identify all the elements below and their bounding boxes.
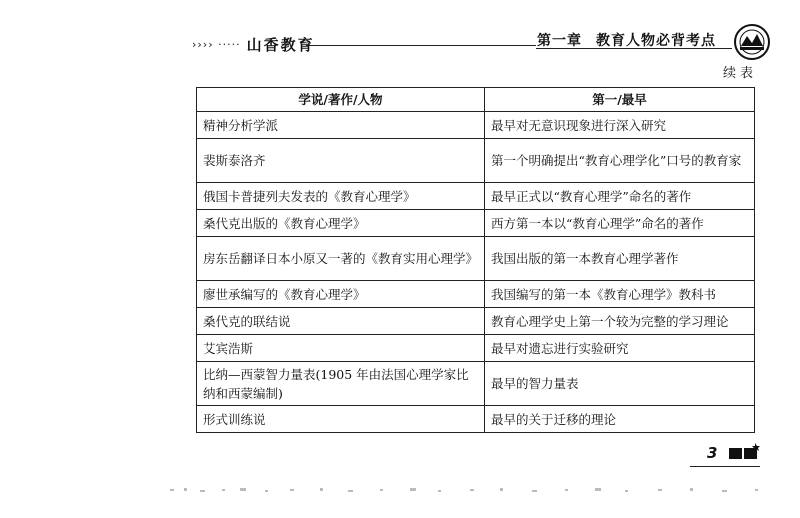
table-cell-work: 比纳—西蒙智力量表(1905 年由法国心理学家比纳和西蒙编制) xyxy=(197,362,485,406)
table-cell-work: 廖世承编写的《教育心理学》 xyxy=(197,281,485,308)
table-cell-work: 桑代克的联结说 xyxy=(197,308,485,335)
table-cell-first: 最早的关于迁移的理论 xyxy=(485,406,755,433)
table-row xyxy=(197,237,755,281)
table-cell-work: 俄国卡普捷列夫发表的《教育心理学》 xyxy=(197,183,485,210)
book-icon xyxy=(727,442,761,462)
table-header-row xyxy=(197,88,755,112)
table-cell-first: 我国出版的第一本教育心理学著作 xyxy=(485,237,755,281)
table-cell-first: 最早正式以“教育心理学”命名的著作 xyxy=(485,183,755,210)
table-cell-first: 最早对遗忘进行实验研究 xyxy=(485,335,755,362)
table-cell-first: 西方第一本以“教育心理学”命名的著作 xyxy=(485,210,755,237)
table-cell-first: 最早的智力量表 xyxy=(485,362,755,406)
scan-artifact xyxy=(170,486,770,494)
table-row xyxy=(197,362,755,406)
table-row xyxy=(197,183,755,210)
column-header-work: 学说/著作/人物 xyxy=(197,88,485,112)
table-row xyxy=(197,335,755,362)
table-row xyxy=(197,210,755,237)
footer-rule xyxy=(690,466,760,467)
brand-dots: ›››› ····· xyxy=(192,37,241,51)
publisher-logo-icon xyxy=(730,22,774,62)
table-row xyxy=(197,112,755,139)
table-cell-first: 教育心理学史上第一个较为完整的学习理论 xyxy=(485,308,755,335)
header-rule-left xyxy=(306,45,536,46)
header-rule-right xyxy=(536,48,732,49)
chapter-number: 第一章 xyxy=(537,33,582,49)
table-cell-first: 最早对无意识现象进行深入研究 xyxy=(485,112,755,139)
table-row xyxy=(197,308,755,335)
table-row xyxy=(197,406,755,433)
chapter-heading xyxy=(537,30,716,50)
page-header xyxy=(0,0,800,60)
brand xyxy=(192,34,315,54)
table-cell-work: 精神分析学派 xyxy=(197,112,485,139)
table-cell-work: 桑代克出版的《教育心理学》 xyxy=(197,210,485,237)
table-row xyxy=(197,139,755,183)
table-cell-work: 艾宾浩斯 xyxy=(197,335,485,362)
brand-name: 山香教育 xyxy=(246,35,315,54)
page-number: 3 xyxy=(707,444,718,462)
chapter-title: 教育人物必背考点 xyxy=(596,33,716,49)
facts-table xyxy=(196,87,755,433)
table-cell-work: 裴斯泰洛齐 xyxy=(197,139,485,183)
table-cell-work: 形式训练说 xyxy=(197,406,485,433)
table-cell-first: 我国编写的第一本《教育心理学》教科书 xyxy=(485,281,755,308)
table-cell-work: 房东岳翻译日本小原又一著的《教育实用心理学》 xyxy=(197,237,485,281)
table-cell-first: 第一个明确提出“教育心理学化”口号的教育家 xyxy=(485,139,755,183)
column-header-first: 第一/最早 xyxy=(485,88,755,112)
table-row xyxy=(197,281,755,308)
continued-label: 续表 xyxy=(723,66,758,81)
